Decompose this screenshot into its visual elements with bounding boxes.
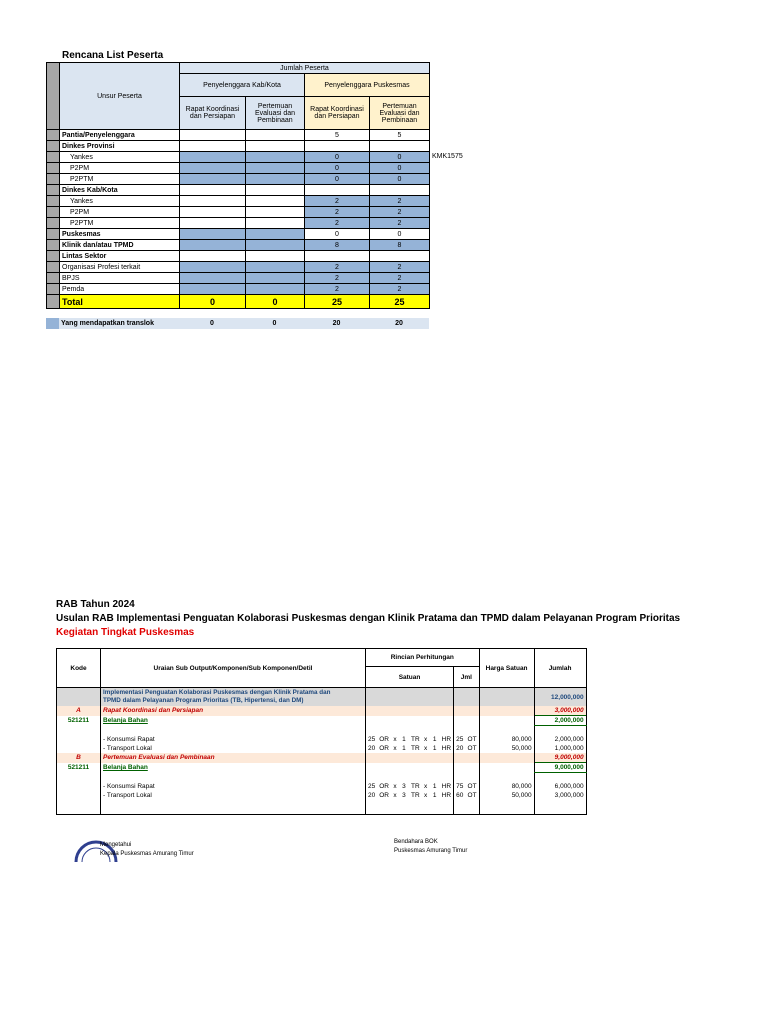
- participant-count: 2: [305, 273, 370, 284]
- item-qty: 3: [402, 792, 406, 799]
- participant-count: 2: [370, 284, 430, 295]
- item-jml-unit: OT: [467, 736, 477, 743]
- item-x: x: [393, 792, 397, 799]
- row-marker: [47, 229, 60, 240]
- participant-count: 0: [305, 174, 370, 185]
- participant-count: 0: [305, 163, 370, 174]
- participant-count: 0: [305, 229, 370, 240]
- item-x: x: [424, 792, 428, 799]
- rab-year: RAB Tahun 2024: [56, 599, 135, 610]
- participant-count: 5: [370, 130, 430, 141]
- participant-count: [246, 163, 305, 174]
- participant-count: [180, 229, 246, 240]
- item-x: x: [393, 745, 397, 752]
- item-unit: HR: [441, 792, 452, 799]
- item-jml-unit: OT: [467, 783, 477, 790]
- item-qty: 1: [432, 792, 437, 799]
- kmk-note: KMK1575: [432, 153, 463, 160]
- participant-count: [370, 251, 430, 262]
- account-name: Belanja Bahan: [101, 763, 366, 773]
- item-qty: 1: [432, 736, 437, 743]
- item-jumlah: 6,000,000: [534, 782, 586, 791]
- participant-count: [370, 185, 430, 196]
- participant-row: [47, 262, 430, 273]
- item-unit: OR: [379, 792, 389, 799]
- header-jumlah: Jumlah: [534, 649, 586, 688]
- participant-count: [246, 141, 305, 152]
- item-qty: 25: [366, 782, 378, 791]
- item-qty: 1: [432, 745, 437, 752]
- participant-count: [180, 284, 246, 295]
- participant-count: [180, 141, 246, 152]
- participant-count: [180, 152, 246, 163]
- participant-label: Dinkes Provinsi: [60, 141, 180, 152]
- row-marker: [47, 163, 60, 174]
- participant-label: Dinkes Kab/Kota: [60, 185, 180, 196]
- participant-count: [180, 185, 246, 196]
- row-marker: [47, 63, 60, 130]
- section-name: Rapat Koordinasi dan Persiapan: [101, 706, 366, 716]
- participant-count: [246, 284, 305, 295]
- item-unit: TR: [410, 745, 420, 752]
- participant-count: [180, 240, 246, 251]
- participant-label: P2PM: [60, 163, 180, 174]
- signature-right-line2: Puskesmas Amurang Timur: [394, 848, 468, 854]
- participant-count: 2: [370, 196, 430, 207]
- item-unit: OR: [379, 783, 389, 790]
- participant-count: 0: [370, 229, 430, 240]
- item-harga: 50,000: [479, 744, 534, 753]
- participant-count: [305, 185, 370, 196]
- item-qty: 1: [432, 783, 437, 790]
- rab-table: [56, 648, 587, 815]
- row-marker: [47, 273, 60, 284]
- header-uraian: Uraian Sub Output/Komponen/Sub Komponen/Detil: [101, 649, 366, 688]
- translok-value: 20: [304, 318, 369, 329]
- participant-label: Klinik dan/atau TPMD: [60, 240, 180, 251]
- item-jml: 20: [454, 744, 466, 753]
- item-row: [57, 744, 587, 753]
- participant-row: [47, 240, 430, 251]
- section-name: Pertemuan Evaluasi dan Pembinaan: [101, 753, 366, 763]
- row-marker: [47, 240, 60, 251]
- participant-count: [180, 273, 246, 284]
- participant-count: [246, 262, 305, 273]
- participant-count: 0: [305, 152, 370, 163]
- participant-count: 0: [370, 152, 430, 163]
- participant-label: Pantia/Penyelenggara: [60, 130, 180, 141]
- participant-count: [180, 163, 246, 174]
- translok-value: 20: [369, 318, 429, 329]
- participant-label: P2PM: [60, 207, 180, 218]
- participant-count: 2: [370, 218, 430, 229]
- row-marker: [47, 218, 60, 229]
- item-jml: 25: [454, 735, 466, 744]
- participant-count: 2: [305, 262, 370, 273]
- participant-label: BPJS: [60, 273, 180, 284]
- section-row: [57, 753, 587, 763]
- signature-left-line1: Mengetahui: [100, 842, 132, 848]
- section-total: 3,000,000: [534, 706, 586, 716]
- participant-count: [246, 152, 305, 163]
- col-pertemuan-pusk: Pertemuan Evaluasi dan Pembinaan: [370, 97, 430, 130]
- translok-label: Yang mendapatkan translok: [59, 318, 179, 329]
- item-harga: 80,000: [479, 735, 534, 744]
- participants-title: Rencana List Peserta: [62, 50, 164, 61]
- item-x: x: [424, 736, 428, 743]
- item-label: - Transport Lokal: [101, 744, 366, 753]
- item-qty: 20: [366, 791, 378, 800]
- item-jumlah: 3,000,000: [534, 791, 586, 800]
- account-row: [57, 763, 587, 773]
- participant-count: [180, 251, 246, 262]
- item-unit: TR: [410, 736, 420, 743]
- participant-count: [246, 130, 305, 141]
- item-jml-unit: OT: [467, 792, 477, 799]
- item-unit: HR: [441, 736, 452, 743]
- header-penyelenggara-kab: Penyelenggara Kab/Kota: [180, 74, 305, 97]
- participant-count: [246, 196, 305, 207]
- participant-count: 8: [370, 240, 430, 251]
- row-marker: [47, 251, 60, 262]
- translok-value: 0: [245, 318, 304, 329]
- translok-value: 0: [179, 318, 245, 329]
- participant-count: [246, 174, 305, 185]
- row-marker: [47, 174, 60, 185]
- participant-row: [47, 273, 430, 284]
- header-penyelenggara-puskesmas: Penyelenggara Puskesmas: [305, 74, 430, 97]
- row-marker: [47, 284, 60, 295]
- item-jml: 75: [454, 782, 466, 791]
- signature-left: [100, 841, 194, 859]
- header-jumlah-peserta: Jumlah Peserta: [180, 63, 430, 74]
- account-code: 521211: [57, 716, 101, 726]
- participant-label: P2PTM: [60, 218, 180, 229]
- signature-right-line1: Bendahara BOK: [394, 839, 438, 845]
- item-qty: 20: [366, 744, 378, 753]
- item-x: x: [424, 745, 428, 752]
- item-unit: HR: [441, 783, 452, 790]
- participant-row: [47, 207, 430, 218]
- rab-subtitle: Kegiatan Tingkat Puskesmas: [56, 627, 195, 638]
- account-total: 9,000,000: [534, 763, 586, 773]
- row-marker: [47, 141, 60, 152]
- participant-label: Yankes: [60, 152, 180, 163]
- item-unit: TR: [410, 792, 420, 799]
- item-qty: 3: [402, 783, 406, 790]
- item-label: - Transport Lokal: [101, 791, 366, 800]
- account-row: [57, 716, 587, 726]
- main-total: 12,000,000: [534, 688, 586, 707]
- participant-count: 0: [370, 174, 430, 185]
- item-unit: HR: [441, 745, 452, 752]
- participant-count: [246, 240, 305, 251]
- item-harga: 50,000: [479, 791, 534, 800]
- participant-row: [47, 229, 430, 240]
- participant-label: Pemda: [60, 284, 180, 295]
- account-name: Belanja Bahan: [101, 716, 366, 726]
- col-rapat-kab: Rapat Koordinasi dan Persiapan: [180, 97, 246, 130]
- row-marker: [47, 207, 60, 218]
- header-harga-satuan: Harga Satuan: [479, 649, 534, 688]
- participant-row: [47, 196, 430, 207]
- item-x: x: [393, 736, 397, 743]
- participant-count: [180, 130, 246, 141]
- participant-label: P2PTM: [60, 174, 180, 185]
- section-code: A: [57, 706, 101, 716]
- item-x: x: [393, 783, 397, 790]
- main-activity-line2: TPMD dalam Pelayanan Program Prioritas (TB, Hipertensi, dan DM): [103, 697, 304, 704]
- participant-count: [180, 196, 246, 207]
- row-marker: [47, 295, 60, 309]
- item-qty: 25: [366, 735, 378, 744]
- participant-label: Puskesmas: [60, 229, 180, 240]
- participant-count: [305, 141, 370, 152]
- participant-count: [246, 207, 305, 218]
- row-marker: [47, 152, 60, 163]
- participant-count: [370, 141, 430, 152]
- header-kode: Kode: [57, 649, 101, 688]
- participant-count: [180, 262, 246, 273]
- participants-table: [46, 62, 430, 309]
- participant-row: [47, 141, 430, 152]
- participant-row: [47, 163, 430, 174]
- row-marker: [47, 196, 60, 207]
- item-unit: OR: [379, 736, 389, 743]
- participant-row: [47, 174, 430, 185]
- participant-count: 2: [370, 262, 430, 273]
- col-rapat-pusk: Rapat Koordinasi dan Persiapan: [305, 97, 370, 130]
- row-marker: [47, 262, 60, 273]
- section-code: B: [57, 753, 101, 763]
- account-total: 2,000,000: [534, 716, 586, 726]
- account-code: 521211: [57, 763, 101, 773]
- item-qty: 1: [402, 745, 406, 752]
- total-value: 0: [246, 295, 305, 309]
- participant-count: [246, 229, 305, 240]
- participant-row: [47, 130, 430, 141]
- section-row: [57, 706, 587, 716]
- header-unsur-peserta: Unsur Peserta: [60, 63, 180, 130]
- item-row: [57, 735, 587, 744]
- total-value: 25: [370, 295, 430, 309]
- item-harga: 80,000: [479, 782, 534, 791]
- item-qty: 1: [402, 736, 406, 743]
- participant-row: [47, 152, 430, 163]
- participant-count: [246, 218, 305, 229]
- participant-count: [180, 174, 246, 185]
- participant-count: [180, 207, 246, 218]
- participant-count: 8: [305, 240, 370, 251]
- col-pertemuan-kab: Pertemuan Evaluasi dan Pembinaan: [246, 97, 305, 130]
- translok-row: [46, 318, 429, 329]
- participant-count: 5: [305, 130, 370, 141]
- participant-row: [47, 284, 430, 295]
- item-unit: TR: [410, 783, 420, 790]
- rab-title: Usulan RAB Implementasi Penguatan Kolaborasi Puskesmas dengan Klinik Pratama dan TPMD dalam Pelayanan Program Prioritas: [56, 613, 681, 624]
- participant-count: 2: [305, 207, 370, 218]
- header-rincian: Rincian Perhitungan: [366, 649, 480, 667]
- participant-row: [47, 185, 430, 196]
- total-value: 0: [180, 295, 246, 309]
- item-jumlah: 2,000,000: [534, 735, 586, 744]
- participant-count: [305, 251, 370, 262]
- main-code: [57, 688, 101, 707]
- main-activity: [101, 688, 366, 707]
- header-jml: Jml: [454, 667, 480, 688]
- participant-count: 2: [370, 273, 430, 284]
- item-jml-unit: OT: [467, 745, 477, 752]
- signature-right: [394, 838, 467, 856]
- participant-count: [246, 251, 305, 262]
- main-activity-line1: Implementasi Penguatan Kolaborasi Puskesmas dengan Klinik Pratama dan: [103, 689, 331, 696]
- participant-count: 2: [305, 218, 370, 229]
- participant-row: [47, 218, 430, 229]
- participant-row: [47, 251, 430, 262]
- participant-count: [180, 218, 246, 229]
- header-satuan: Satuan: [366, 667, 454, 688]
- participant-count: 0: [370, 163, 430, 174]
- signature-left-line2: Kepala Puskesmas Amurang Timur: [100, 851, 194, 857]
- total-label: Total: [60, 295, 180, 309]
- participant-label: Lintas Sektor: [60, 251, 180, 262]
- participant-count: 2: [305, 196, 370, 207]
- item-label: - Konsumsi Rapat: [101, 782, 366, 791]
- item-jml: 60: [454, 791, 466, 800]
- row-marker: [47, 185, 60, 196]
- participant-label: Organisasi Profesi terkait: [60, 262, 180, 273]
- item-row: [57, 791, 587, 800]
- item-row: [57, 782, 587, 791]
- item-x: x: [424, 783, 428, 790]
- participant-count: 2: [305, 284, 370, 295]
- total-row: [47, 295, 430, 309]
- participant-label: Yankes: [60, 196, 180, 207]
- participant-count: 2: [370, 207, 430, 218]
- item-label: - Konsumsi Rapat: [101, 735, 366, 744]
- section-total: 9,000,000: [534, 753, 586, 763]
- participant-count: [246, 273, 305, 284]
- row-marker: [47, 130, 60, 141]
- total-value: 25: [305, 295, 370, 309]
- item-jumlah: 1,000,000: [534, 744, 586, 753]
- participant-count: [246, 185, 305, 196]
- translok-marker: [46, 318, 59, 329]
- item-unit: OR: [379, 745, 389, 752]
